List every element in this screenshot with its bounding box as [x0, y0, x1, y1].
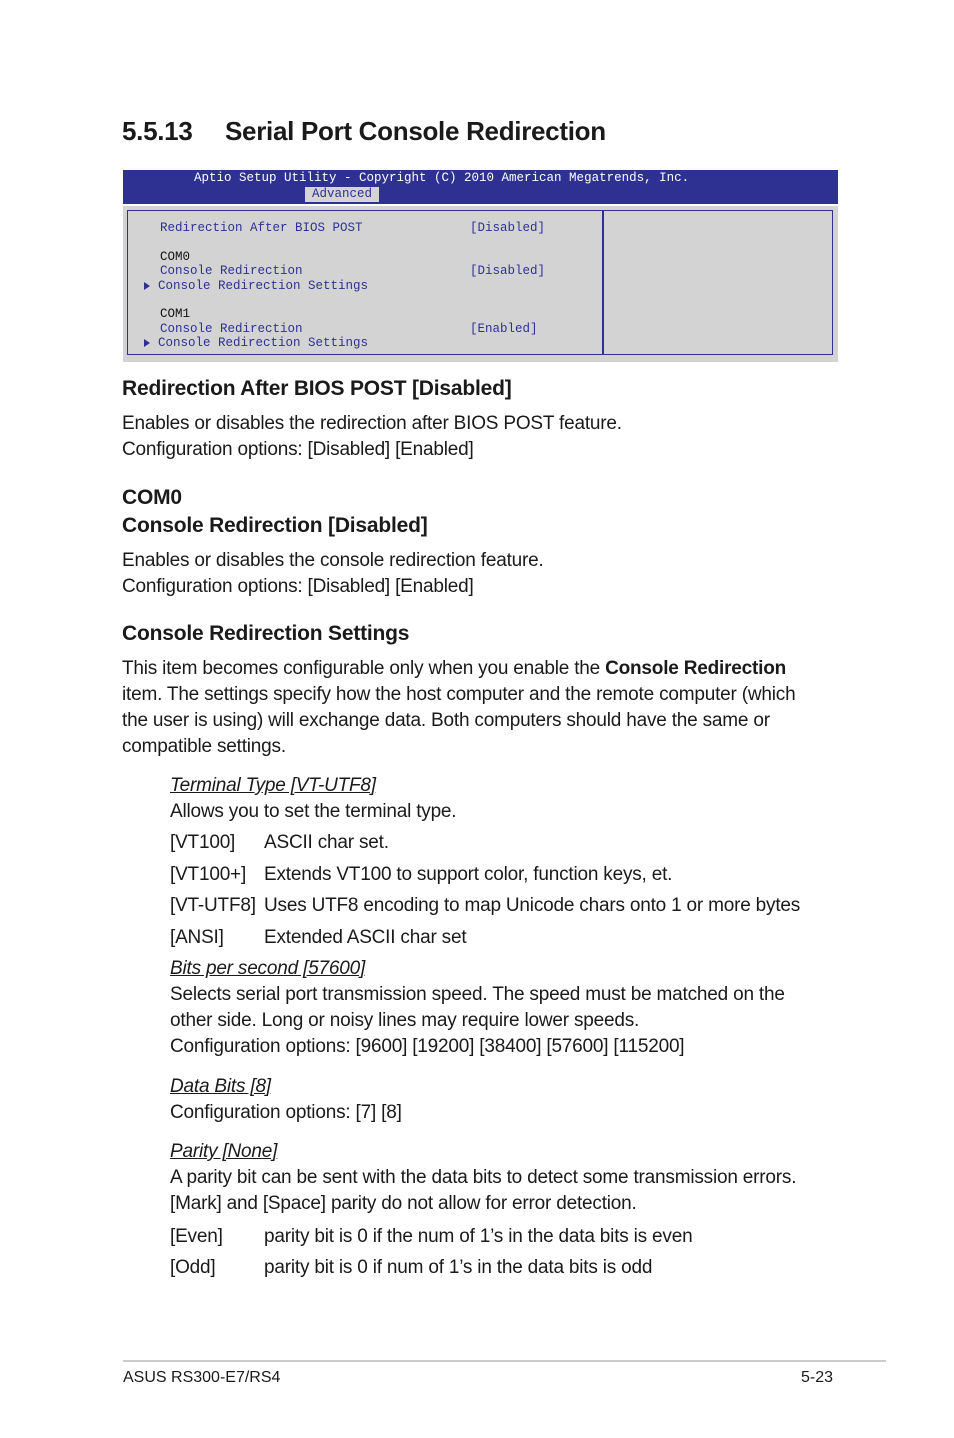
- text-settings-line3: the user is using) will exchange data. Both computers should have the same or: [122, 710, 770, 731]
- text-bps-line1: Selects serial port transmission speed. The speed must be matched on the: [170, 984, 785, 1005]
- submenu-arrow-icon: [144, 282, 150, 290]
- section-heading: [122, 116, 606, 147]
- section-number: 5.5.13: [122, 116, 193, 146]
- submenu-arrow-icon: [144, 339, 150, 347]
- text-settings-line1: [122, 656, 786, 682]
- option-desc: ASCII char set.: [264, 832, 389, 853]
- option-desc: Extended ASCII char set: [264, 927, 467, 948]
- subheading-terminal-type: Terminal Type [VT-UTF8]: [170, 775, 376, 796]
- text-redirection-line1: Enables or disables the redirection after BIOS POST feature.: [122, 413, 622, 434]
- text-com0-line1: Enables or disables the console redirection feature.: [122, 550, 544, 571]
- option-desc: Uses UTF8 encoding to map Unicode chars onto 1 or more bytes: [264, 895, 801, 916]
- option-key: [ANSI]: [170, 927, 224, 948]
- subheading-data-bits: Data Bits [8]: [170, 1076, 271, 1097]
- text-settings-line1-bold: Console Redirection: [605, 658, 787, 679]
- heading-com0: COM0: [122, 486, 182, 509]
- heading-redirection-after-post: Redirection After BIOS POST [Disabled]: [122, 377, 512, 400]
- option-key: [Even]: [170, 1226, 223, 1247]
- bios-title: Aptio Setup Utility - Copyright (C) 2010 American Megatrends, Inc.: [194, 171, 690, 185]
- heading-console-redirection-settings: Console Redirection Settings: [122, 622, 410, 645]
- text-parity-line2: [Mark] and [Space] parity do not allow for error detection.: [170, 1193, 637, 1214]
- text-com0-line2: Configuration options: [Disabled] [Enabled]: [122, 576, 474, 597]
- option-key: [Odd]: [170, 1257, 216, 1278]
- text-redirection-line2: Configuration options: [Disabled] [Enabled]: [122, 439, 474, 460]
- bios-value-com0-console-redirection[interactable]: [Disabled]: [470, 264, 546, 278]
- option-key: [VT100]: [170, 832, 236, 853]
- text-settings-line4: compatible settings.: [122, 736, 286, 757]
- section-title: Serial Port Console Redirection: [225, 116, 606, 146]
- heading-com0-console-redirection: Console Redirection [Disabled]: [122, 514, 428, 537]
- bios-item-com0-console-redirection-settings[interactable]: Console Redirection Settings: [158, 279, 369, 293]
- option-key: [VT100+]: [170, 864, 247, 885]
- footer-page-number: 5-23: [801, 1369, 834, 1386]
- bios-header-bar: [123, 170, 838, 204]
- text-bps-line2: other side. Long or noisy lines may require lower speeds.: [170, 1010, 640, 1031]
- bios-tab-advanced[interactable]: Advanced: [305, 187, 379, 202]
- text-bps-line3: Configuration options: [9600] [19200] [38400] [57600] [115200]: [170, 1036, 685, 1057]
- subheading-bits-per-second: Bits per second [57600]: [170, 958, 366, 979]
- option-desc: parity bit is 0 if the num of 1’s in the data bits is even: [264, 1226, 693, 1247]
- bios-value-com1-console-redirection[interactable]: [Enabled]: [470, 322, 538, 336]
- bios-value-redirection-after-post[interactable]: [Disabled]: [470, 221, 546, 235]
- bios-item-redirection-after-post[interactable]: Redirection After BIOS POST: [160, 221, 363, 235]
- bios-heading-com1: COM1: [160, 307, 191, 321]
- subheading-parity: Parity [None]: [170, 1141, 278, 1162]
- text-settings-line2: item. The settings specify how the host computer and the remote computer (which: [122, 684, 796, 705]
- bios-heading-com0: COM0: [160, 250, 191, 264]
- footer-model: ASUS RS300-E7/RS4: [123, 1369, 281, 1386]
- text-data-bits-line1: Configuration options: [7] [8]: [170, 1102, 402, 1123]
- bios-help-divider: [602, 211, 604, 354]
- bios-item-com1-console-redirection[interactable]: Console Redirection: [160, 322, 303, 336]
- text-settings-line1-plain: This item becomes configurable only when you enable the: [122, 658, 606, 679]
- option-key: [VT-UTF8]: [170, 895, 256, 916]
- footer-divider: [123, 1360, 886, 1362]
- bios-item-com0-console-redirection[interactable]: Console Redirection: [160, 264, 303, 278]
- option-desc: Extends VT100 to support color, function keys, et.: [264, 864, 673, 885]
- text-terminal-type-desc: Allows you to set the terminal type.: [170, 801, 457, 822]
- text-parity-line1: A parity bit can be sent with the data bits to detect some transmission errors.: [170, 1167, 797, 1188]
- option-desc: parity bit is 0 if num of 1’s in the data bits is odd: [264, 1257, 653, 1278]
- bios-item-com1-console-redirection-settings[interactable]: Console Redirection Settings: [158, 336, 369, 350]
